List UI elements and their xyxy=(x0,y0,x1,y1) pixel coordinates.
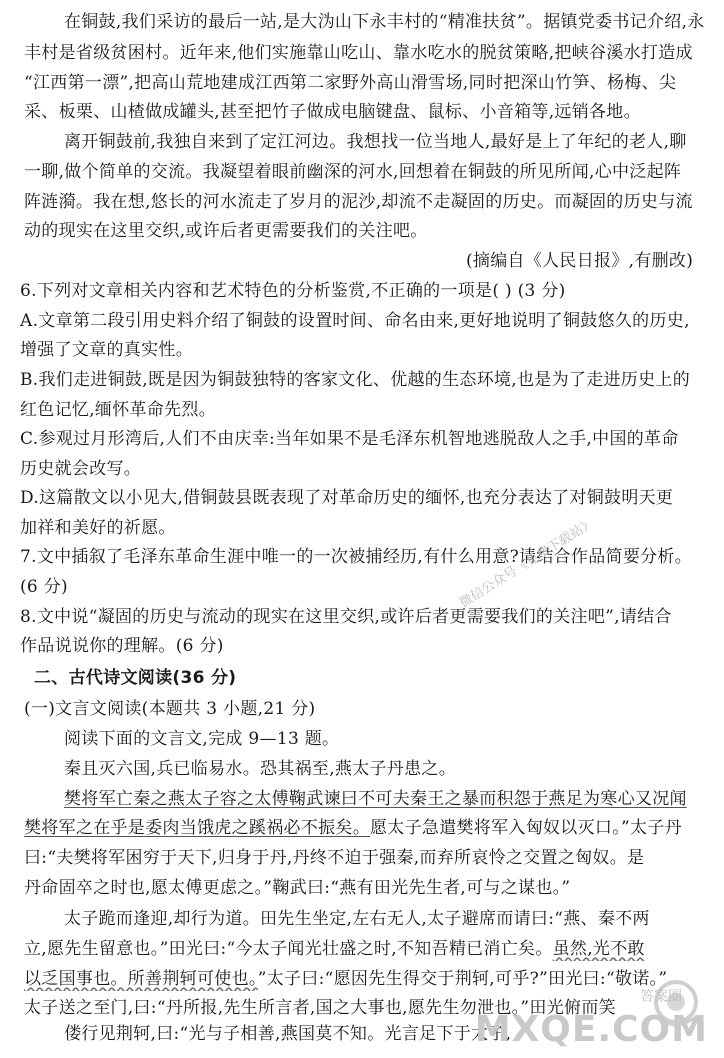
text-span: 愿太子急遣樊将军入匈奴以灭口。”太子丹 xyxy=(370,818,682,838)
option-a: A.文章第二段引用史料介绍了铜鼓的设置时间、命名由来,更好地说明了铜鼓悠久的历史, xyxy=(20,311,690,331)
option-c-cont: 历史就会改写。 xyxy=(20,459,142,479)
underlined-sentence: 樊将军之在乎是委肉当饿虎之蹊祸必不振矣。 xyxy=(24,818,370,838)
text-line: 动的现实在这里交织,或许后者更需要我们的关注吧。 xyxy=(24,221,428,241)
option-b-cont: 红色记忆,缅怀革命先烈。 xyxy=(20,400,217,420)
text-line: 丰村是省级贫困村。近年来,他们实施靠山吃山、靠水吃水的脱贫策略,把峡谷溪水打造成 xyxy=(24,43,693,63)
question-8: 8.文中说“凝固的历史与流动的现实在这里交织,或许后者更需要我们的关注吧”,请结合 xyxy=(20,607,672,627)
logo-text: MXQE.COM xyxy=(474,1009,708,1050)
text-line: 离开铜鼓前,我独自来到了定江河边。我想找一位当地人,最好是上了年纪的老人,聊 xyxy=(64,132,687,152)
underlined-sentence: 樊将军亡秦之燕太子容之太傅鞠武谏曰不可夫秦王之暴而积怨于燕足为寒心又况闻 xyxy=(64,789,687,809)
text-line: 在铜鼓,我们采访的最后一站,是大沩山下永丰村的“精准扶贫”。据镇党委书记介绍,永 xyxy=(64,12,705,32)
classical-text-line xyxy=(0,816,724,840)
classical-text-line: 秦且灭六国,兵已临易水。恐其祸至,燕太子丹患之。 xyxy=(64,759,457,779)
text-line: 阵涟漪。我在想,悠长的河水流走了岁月的泥沙,却流不走凝固的历史。而凝固的历史与流 xyxy=(24,192,693,212)
question-7: 7.文中插叙了毛泽东革命生涯中唯一的一次被捕经历,有什么用意?请结合作品简要分析。 xyxy=(20,547,693,567)
section-heading: 二、古代诗文阅读(36 分) xyxy=(34,668,237,688)
text-line: “江西第一漂”,把高山荒地建成江西第二家野外高山滑雪场,同时把深山竹笋、杨梅、尖 xyxy=(24,73,677,93)
text-line: 一聊,做个简单的交流。我凝望着眼前幽深的河水,回想着在铜鼓的所见所闻,心中泛起阵 xyxy=(24,162,682,182)
classical-text-line: 曰:“夫樊将军困穷于天下,归身于丹,丹终不迫于强秦,而弃所哀怜之交置之匈奴。是 xyxy=(24,848,645,868)
logo-subtitle: 答案圈 xyxy=(640,989,682,1005)
option-a-cont: 增强了文章的真实性。 xyxy=(20,340,193,360)
classical-text-line xyxy=(0,937,724,961)
wavy-underlined-sentence: 虽然,光不敢 xyxy=(552,939,645,959)
instruction: 阅读下面的文言文,完成 9—13 题。 xyxy=(64,729,340,749)
classical-text-line: 丹命固卒之时也,愿太傅更虑之。”鞠武曰:“燕有田光先生者,可与之谋也。” xyxy=(24,878,571,898)
option-d: D.这篇散文以小见大,借铜鼓县既表现了对革命历史的缅怀,也充分表达了对铜鼓明天更 xyxy=(20,488,674,508)
text-span: 立,愿先生留意也。”田光曰:“今太子闻光壮盛之时,不知吾精已消亡矣。 xyxy=(24,939,553,959)
classical-text-line xyxy=(0,787,724,811)
wavy-underlined-sentence: 以乏国事也。所善荆轲可使也。 xyxy=(24,969,258,989)
question-7-score: (6 分) xyxy=(20,577,68,597)
classical-text-line: 太子跪而逢迎,却行为道。田先生坐定,左右无人,太子避席而请曰:“燕、秦不两 xyxy=(64,909,650,929)
source-note: (摘编自《人民日报》,有删改) xyxy=(466,251,694,271)
option-d-cont: 加祥和美好的祈愿。 xyxy=(20,518,176,538)
classical-text-line: 太子送之至门,曰:“丹所报,先生所言者,国之大事也,愿先生勿泄也。”田光俯而笑 xyxy=(24,998,616,1018)
text-line: 采、板栗、山楂做成罐头,甚至把竹子做成电脑键盘、鼠标、小音箱等,远销各地。 xyxy=(24,102,641,122)
site-logo xyxy=(474,974,718,1054)
classical-text-line: 偻行见荆轲,曰:“光与子相善,燕国莫不知。光言足下于太子, xyxy=(64,1024,512,1044)
watermark-text: 微信公众号《免费下载站》 xyxy=(457,515,598,612)
option-c: C.参观过月形湾后,人们不由庆幸:当年如果不是毛泽东机智地逃脱敌人之手,中国的革命 xyxy=(20,429,679,449)
question-6-stem: 6.下列对文章相关内容和艺术特色的分析鉴赏,不正确的一项是( ) (3 分) xyxy=(20,281,566,301)
text-span: ”太子曰:“愿因先生得交于荆轲,可乎?”田光曰:“敬诺。” xyxy=(257,969,668,989)
option-b: B.我们走进铜鼓,既是因为铜鼓独特的客家文化、优越的生态环境,也是为了走进历史上的 xyxy=(20,370,691,390)
subsection-heading: (一)文言文阅读(本题共 3 小题,21 分) xyxy=(24,699,316,719)
question-8-cont: 作品说说你的理解。(6 分) xyxy=(20,636,224,656)
